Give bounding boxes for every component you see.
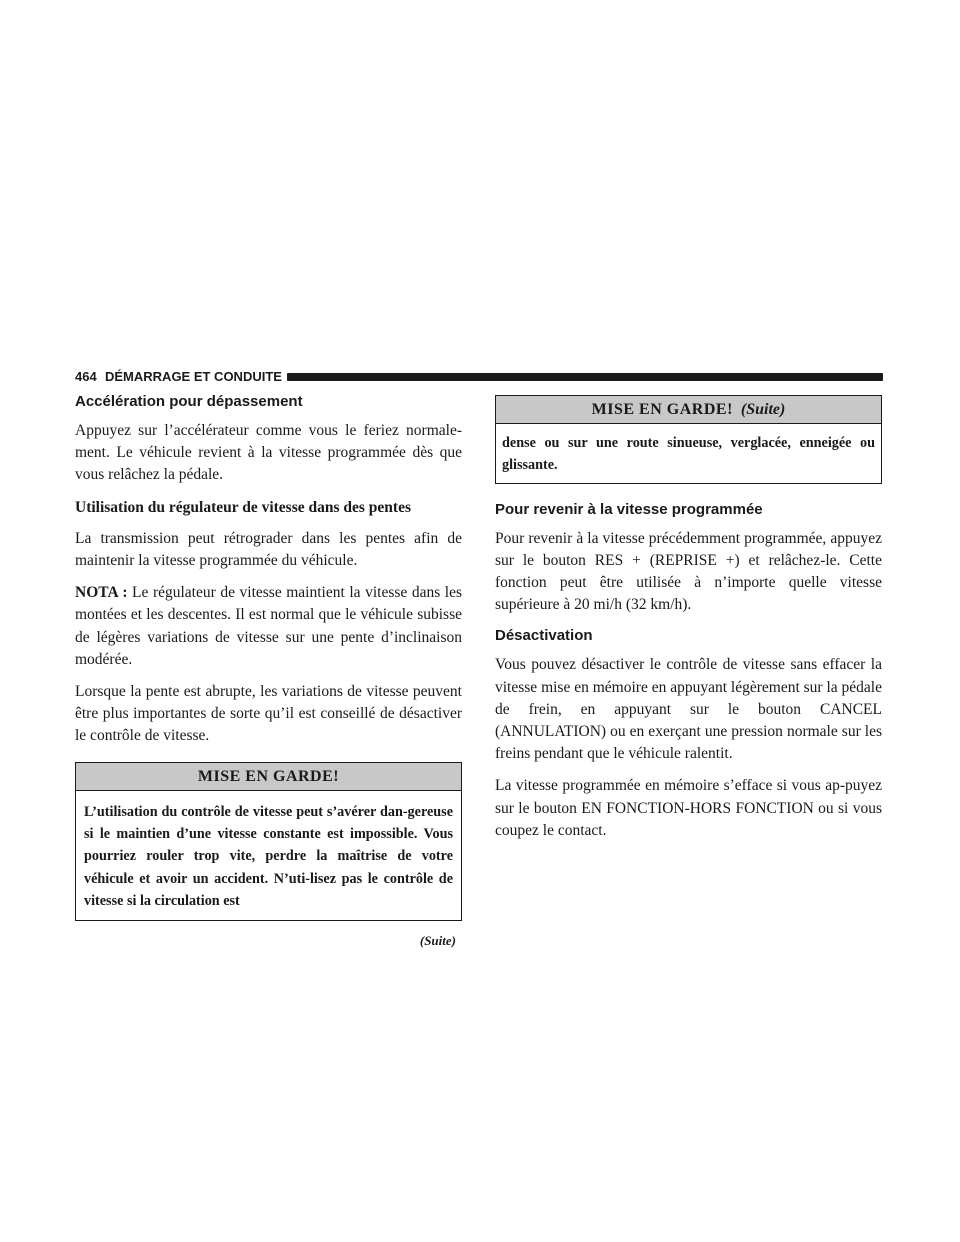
nota-text: Le régulateur de vitesse maintient la vitesse dans les montées et les descentes. Il est normal que le véhicule subisse de légères variations de vitesse sur une pente d’inclinaison modérée. (75, 584, 462, 668)
warning-body: L’utilisation du contrôle de vitesse peut s’avérer dan-gereuse si le maintien d’une vitesse constante est impossible. Vous pourriez rouler trop vite, perdre la maîtrise de votre véhicule et avoir un accident. N’uti-lisez pas le contrôle de vitesse si la circulation est (84, 803, 453, 909)
right-column (495, 392, 882, 852)
section-title: DÉMARRAGE ET CONDUITE (105, 369, 282, 384)
paragraph-steep: Lorsque la pente est abrupte, les variations de vitesse peuvent être plus importantes de sorte qu’il est conseillé de désactiver le contrôle de vitesse. (75, 683, 462, 745)
heading-slopes: Utilisation du régulateur de vitesse dans des pentes (75, 498, 411, 516)
warning-box (75, 762, 462, 921)
left-column (75, 392, 462, 949)
heading-deactivate: Désactivation (495, 627, 593, 645)
warning-box-continued (495, 395, 882, 484)
warning-continued-label: (Suite) (740, 401, 786, 418)
page-header (75, 368, 883, 386)
paragraph-overtake: Appuyez sur l’accélérateur comme vous le feriez normale-ment. Le véhicule revient à la vitesse programmée dès que vous relâchez la pédale. (75, 422, 462, 484)
warning-body-continued: dense ou sur une route sinueuse, verglacée, enneigée ou glissante. (502, 435, 875, 474)
continued-note: (Suite) (419, 933, 456, 949)
paragraph-deactivate: Vous pouvez désactiver le contrôle de vitesse sans effacer la vitesse mise en mémoire en appuyant légèrement sur la pédale de frein, en appuyant sur le bouton CANCEL (ANNULATION) ou en exerçant une pression normale sur les freins pendant que le véhicule ralentit. (495, 656, 882, 763)
paragraph-slopes: La transmission peut rétrograder dans les pentes afin de maintenir la vitesse programmée du véhicule. (75, 529, 462, 570)
page-number: 464 (75, 369, 97, 384)
paragraph-resume: Pour revenir à la vitesse précédemment programmée, appuyez sur le bouton RES + (REPRISE +) et relâchez-le. Cette fonction peut être utilisée à n’importe quelle vitesse supérieure à 20 mi/h (32 km/h). (495, 529, 882, 614)
nota-label: NOTA : (75, 584, 128, 602)
warning-title (76, 763, 461, 791)
warning-title-continued (496, 396, 881, 424)
paragraph-erase: La vitesse programmée en mémoire s’efface si vous ap-puyez sur le bouton EN FONCTION-HORS FONCTION ou si vous coupez le contact. (495, 777, 882, 839)
warning-title-text: MISE EN GARDE! (591, 401, 733, 418)
warning-title-text: MISE EN GARDE! (197, 767, 340, 785)
heading-resume: Pour revenir à la vitesse programmée (495, 500, 763, 518)
paragraph-nota (75, 582, 462, 671)
heading-overtake: Accélération pour dépassement (75, 393, 303, 410)
header-rule (287, 373, 883, 381)
